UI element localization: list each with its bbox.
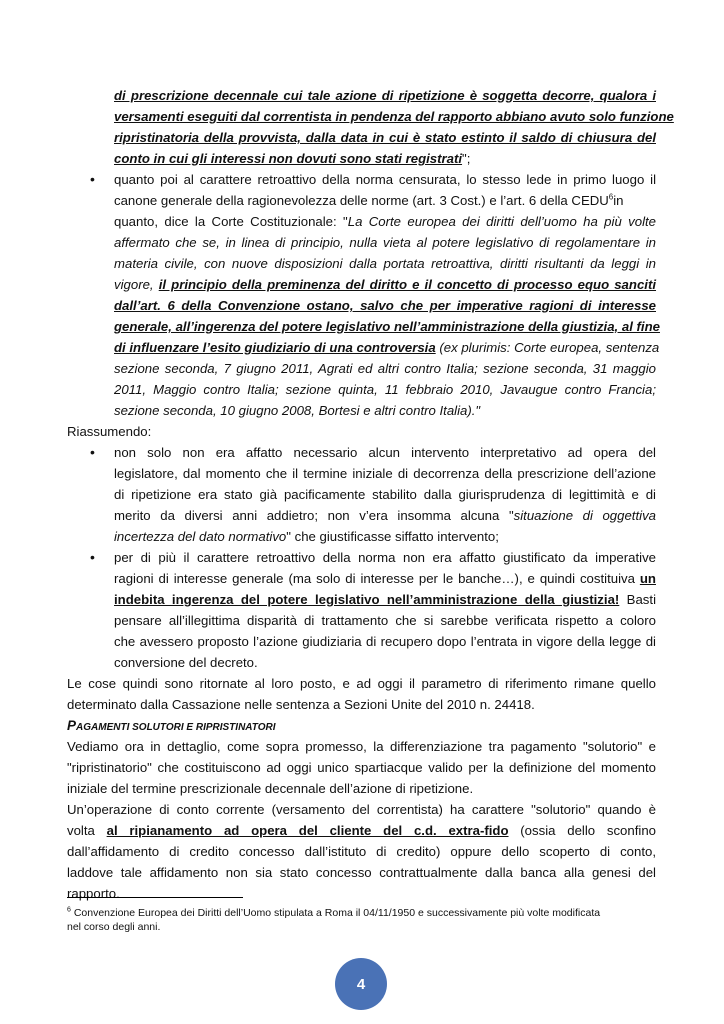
- text-line: merito da diversi anni addietro; non v’era insomma alcuna "situazione di oggettiva: [114, 508, 656, 523]
- text-line: quanto poi al carattere retroattivo della norma censurata, lo stesso lede in primo luogo il: [114, 172, 656, 187]
- text-line: ripristinatoria della provvista, dalla data in cui è stato estinto il saldo di chiusura del: [114, 130, 656, 145]
- section-heading: PAGAMENTI SOLUTORI E RIPRISTINATORI: [67, 718, 276, 733]
- text-line: affermato che se, in linea di principio, nulla vieta al potere legislativo di regolamentare in: [114, 235, 656, 250]
- text-line: versamenti eseguiti dal correntista in pendenza del rapporto abbiano avuto solo funzione: [114, 109, 674, 124]
- text-line: conto in cui gli interessi non dovuti sono stati registrati";: [114, 151, 471, 166]
- text-line: sezione seconda, 10 giugno 2008, Bortesi e altri contro Italia).": [114, 403, 481, 418]
- text-line: pensare all’illegittima disparità di trattamento che si sarebbe verificata rispetto a coloro: [114, 613, 656, 628]
- text-line: dall’affidamento di credito concesso dall’istituto di credito) oppure dello scoperto di conto,: [67, 844, 656, 859]
- text-line: Le cose quindi sono ritornate al loro posto, e ad oggi il parametro di riferimento rimane quello: [67, 676, 656, 691]
- text-line: indebita ingerenza del potere legislativo nell’amministrazione della giustizia! Basti: [114, 592, 656, 607]
- text-line: generale, all’ingerenza del potere legislativo nell’amministrazione della giustizia, al fine: [114, 319, 660, 334]
- text-line: conversione del decreto.: [114, 655, 258, 670]
- text-line: quanto, dice la Corte Costituzionale: "La Corte europea dei diritti dell’uomo ha più volte: [114, 214, 657, 229]
- bullet-icon: •: [90, 549, 95, 565]
- text-line: non solo non era affatto necessario alcun intervento interpretativo ad opera del: [114, 445, 656, 460]
- text-line: 2011, Maggio contro Italia; sezione quinta, 11 febbraio 2010, Javaugue contro Francia;: [114, 382, 656, 397]
- bullet-icon: •: [90, 171, 95, 187]
- text-line: incertezza del dato normativo" che giustificasse siffatto intervento;: [114, 529, 499, 544]
- text-line: determinato dalla Cassazione nelle sentenza a Sezioni Unite del 2010 n. 24418.: [67, 697, 535, 712]
- bullet-icon: •: [90, 444, 95, 460]
- footnote-reference[interactable]: 6: [608, 192, 614, 202]
- text-line: materia civile, con nuove disposizioni dalla portata retroattiva, diritti risultanti da leggi in: [114, 256, 656, 271]
- text-line: laddove tale affidamento non sia stato concesso contrattualmente dalla banca alla genesi del: [67, 865, 656, 880]
- text-line: di influenzare l’esito giudiziario di una controversia (ex plurimis: Corte europea, sentenza: [114, 340, 660, 355]
- text-line: canone generale della ragionevolezza delle norme (art. 3 Cost.) e l’art. 6 della CEDU$^6$in: [114, 192, 624, 208]
- text-line: ragioni di interesse generale (ma solo di interesse per le banche…), e quindi costituiva un: [114, 571, 656, 586]
- page-number-badge: 4: [335, 958, 387, 1010]
- text-line: rapporto.: [67, 886, 120, 901]
- text-line: Riassumendo:: [67, 424, 152, 439]
- text-line: di prescrizione decennale cui tale azione di ripetizione è soggetta decorre, qualora i: [114, 88, 656, 103]
- text-line: dall’art. 6 della Convenzione ostano, salvo che per imperative ragioni di interesse: [114, 298, 656, 313]
- footnote-separator: [67, 897, 243, 898]
- text-line: "ripristinatorio" che costituiscono ad oggi unico spartiacque valido per la definizione del momento: [67, 760, 656, 775]
- text-line: Vediamo ora in dettaglio, come sopra promesso, la differenziazione tra pagamento "solutorio" e: [67, 739, 656, 754]
- text-line: legislatore, dal momento che il termine iniziale di decorrenza della prescrizione dell’azione: [114, 466, 656, 481]
- text-line: per di più il carattere retroattivo della norma non era affatto giustificato da imperative: [114, 550, 656, 565]
- text-line: sezione seconda, 7 giugno 2011, Agrati ed altri contro Italia; sezione seconda, 31 maggio: [114, 361, 656, 376]
- footnote: $^6$ Convenzione Europea dei Diritti dell’Uomo stipulata a Roma il 04/11/1950 e successivamente più volte modificata: [67, 906, 601, 919]
- text-line: di ripetizione era stato già pacificamente stabilito dalla giurisprudenza di legittimità e di: [114, 487, 656, 502]
- footnote: nel corso degli anni.: [67, 921, 161, 933]
- text-line: vigore, il principio della preminenza del diritto e il concetto di processo equo sanciti: [114, 277, 657, 292]
- text-line: volta al ripianamento ad opera del cliente del c.d. extra-fido (ossia dello sconfino: [67, 823, 656, 838]
- text-line: iniziale del termine prescrizionale decennale dell’azione di ripetizione.: [67, 781, 474, 796]
- text-line: Un’operazione di conto corrente (versamento del correntista) ha carattere "solutorio" quando è: [67, 802, 656, 817]
- text-line: che avessero proposto l’azione giudiziaria di recupero dopo l’entrata in vigore della legge di: [114, 634, 656, 649]
